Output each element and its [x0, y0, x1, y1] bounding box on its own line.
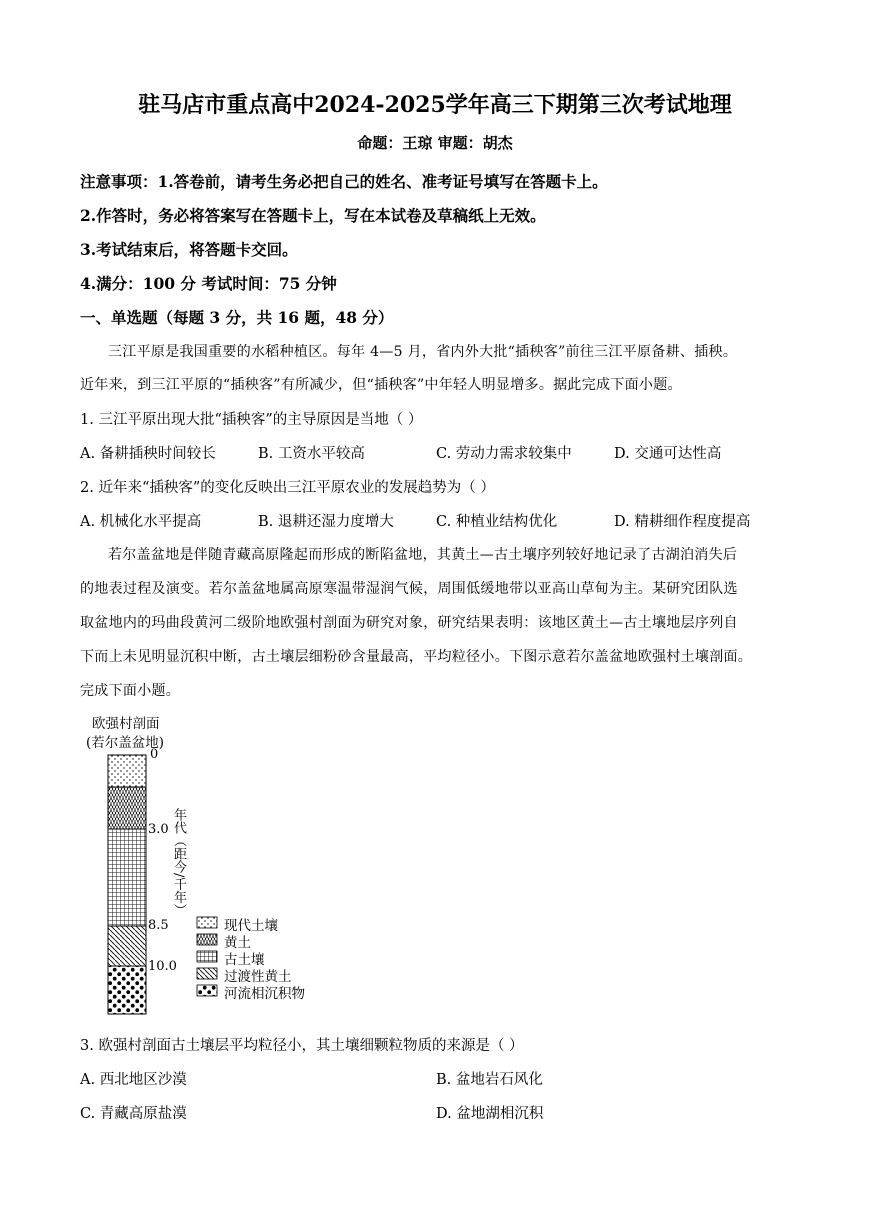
q3-option-b: B. 盆地岩石风化	[436, 1072, 543, 1088]
q2-option-d: D. 精耕细作程度提高	[614, 514, 751, 530]
passage1-line-1: 三江平原是我国重要的水稻种植区。每年 4—5 月，省内外大批“插秧客”前往三江平原备耕、插秧。	[108, 344, 738, 360]
passage1-line-2: 近年来，到三江平原的“插秧客”有所减少，但“插秧客”中年轻人明显增多。据此完成下面小题。	[80, 377, 682, 393]
q3-option-c: C. 青藏高原盐漠	[80, 1106, 187, 1122]
passage2-line-1: 若尔盖盆地是伴随青藏高原隆起而形成的断陷盆地，其黄土—古土壤序列较好地记录了古湖泊消失后	[108, 547, 738, 563]
legend-swatch-modern-soil	[197, 917, 217, 928]
q1-option-a: A. 备耕插秧时间较长	[80, 446, 216, 462]
layer-transitional-loess	[108, 926, 146, 966]
layer-fluvial-deposit	[108, 966, 146, 1014]
legend-swatch-paleosol	[197, 951, 217, 962]
legend-swatch-loess	[197, 934, 217, 945]
legend-label-loess: 黄土	[224, 935, 251, 951]
note-1: 注意事项：1.答卷前，请考生务必把自己的姓名、准考证号填写在答题卡上。	[80, 172, 608, 191]
note-2: 2.作答时，务必将答案写在答题卡上，写在本试卷及草稿纸上无效。	[80, 206, 546, 225]
passage2-line-3: 取盆地内的玛曲段黄河二级阶地欧强村剖面为研究对象，研究结果表明：该地区黄土—古土壤地层序列自	[80, 615, 738, 631]
legend	[197, 917, 217, 996]
figure-caption-2: (若尔盖盆地)	[86, 735, 165, 751]
tick-8-5: 8.5	[148, 918, 169, 933]
legend-label-transitional-loess: 过渡性黄土	[224, 969, 292, 985]
q2-option-a: A. 机械化水平提高	[80, 514, 202, 530]
q2-stem: 2. 近年来“插秧客”的变化反映出三江平原农业的发展趋势为（ ）	[80, 480, 495, 496]
page-title: 驻马店市重点高中2024-2025学年高三下期第三次考试地理	[138, 92, 732, 118]
tick-3-0: 3.0	[148, 822, 169, 837]
legend-label-paleosol: 古土壤	[224, 952, 265, 968]
q1-option-c: C. 劳动力需求较集中	[436, 446, 572, 462]
section-heading: 一、单选题（每题 3 分，共 16 题，48 分）	[80, 308, 394, 327]
q1-option-b: B. 工资水平较高	[258, 446, 365, 462]
note-4: 4.满分：100 分 考试时间：75 分钟	[80, 274, 337, 293]
legend-swatch-transitional-loess	[197, 968, 217, 979]
tick-0: 0	[150, 747, 159, 762]
q1-stem: 1. 三江平原出现大批“插秧客”的主导原因是当地（ ）	[80, 412, 423, 428]
note-3: 3.考试结束后，将答题卡交回。	[80, 240, 298, 259]
layer-loess	[108, 787, 146, 829]
layer-modern-soil	[108, 755, 146, 787]
authors-line: 命题：王琼 审题：胡杰	[357, 134, 513, 152]
legend-label-fluvial-deposit: 河流相沉积物	[224, 986, 305, 1002]
tick-10-0: 10.0	[148, 959, 177, 974]
q3-stem: 3. 欧强村剖面古土壤层平均粒径小，其土壤细颗粒物质的来源是（ ）	[80, 1038, 524, 1054]
legend-swatch-fluvial-deposit	[197, 985, 217, 996]
passage2-line-5: 完成下面小题。	[80, 683, 181, 699]
q2-option-c: C. 种植业结构优化	[436, 514, 558, 530]
q2-option-b: B. 退耕还湿力度增大	[258, 514, 394, 530]
axis-label: 年代（距今/千年）	[171, 808, 186, 917]
legend-label-modern-soil: 现代土壤	[224, 918, 278, 934]
passage2-line-2: 的地表过程及演变。若尔盖盆地属高原寒温带湿润气候，周围低缓地带以亚高山草甸为主。某研究团队选	[80, 581, 738, 597]
q1-option-d: D. 交通可达性高	[614, 446, 722, 462]
soil-column	[108, 755, 146, 1014]
figure-caption-1: 欧强村剖面	[92, 716, 160, 732]
passage2-line-4: 下而上未见明显沉积中断，古土壤层细粉砂含量最高，平均粒径小。下图示意若尔盖盆地欧强村土壤剖面。	[80, 649, 753, 665]
layer-paleosol	[108, 829, 146, 926]
q3-option-a: A. 西北地区沙漠	[80, 1072, 187, 1088]
q3-option-d: D. 盆地湖相沉积	[436, 1106, 544, 1122]
